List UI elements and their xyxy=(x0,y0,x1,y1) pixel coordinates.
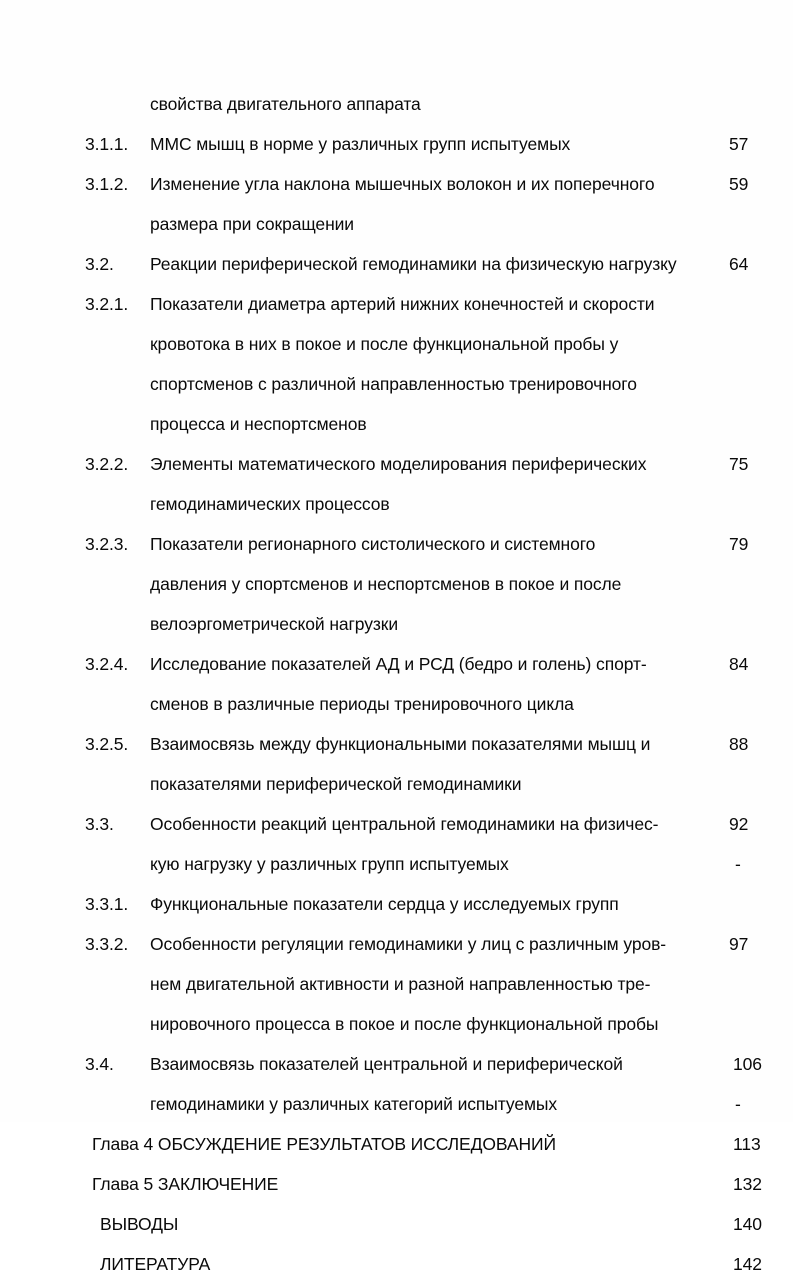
toc-entry-number: 3.1.2. xyxy=(85,174,129,194)
toc-chapter-entry[interactable] xyxy=(0,1126,793,1166)
toc-chapter-entry[interactable] xyxy=(0,1246,793,1286)
toc-entry-line xyxy=(0,966,793,1006)
toc-page-number: 79 xyxy=(729,534,749,554)
toc-entry-title: Особенности реакций центральной гемодинамики на физичес- xyxy=(150,814,659,834)
toc-entry-number: 3.3.1. xyxy=(85,894,129,914)
toc-entry-line xyxy=(0,886,793,926)
toc-page-number: 88 xyxy=(729,734,749,754)
toc-entry[interactable] xyxy=(0,926,793,1046)
toc-entry-title-continuation: гемодинамических процессов xyxy=(150,494,390,514)
toc-entry-title: ММС мышц в норме у различных групп испытуемых xyxy=(150,134,571,154)
toc-entry-title: Исследование показателей АД и РСД (бедро и голень) спорт- xyxy=(150,654,647,674)
toc-entry-line xyxy=(0,1006,793,1046)
toc-entry[interactable] xyxy=(0,246,793,286)
toc-entry-line xyxy=(0,526,793,566)
toc-entry[interactable] xyxy=(0,1046,793,1126)
toc-entry[interactable] xyxy=(0,886,793,926)
toc-entry-line xyxy=(0,566,793,606)
toc-entry-line xyxy=(0,846,793,886)
toc-entry-line xyxy=(0,286,793,326)
toc-entry-line xyxy=(0,486,793,526)
toc-entry[interactable] xyxy=(0,526,793,646)
toc-entry-number: 3.2.2. xyxy=(85,454,129,474)
toc-chapter-page-number: 142 xyxy=(733,1254,762,1274)
toc-entry-line xyxy=(0,166,793,206)
toc-page-number: 64 xyxy=(729,254,749,274)
toc-entry-title: Взаимосвязь между функциональными показателями мышц и xyxy=(150,734,651,754)
toc-page-number: 59 xyxy=(729,174,749,194)
toc-chapter-page-number: 132 xyxy=(733,1174,762,1194)
toc-chapter-title: ЛИТЕРАТУРА xyxy=(100,1254,211,1274)
toc-page-number-secondary: - xyxy=(735,1094,741,1114)
toc-entry-title: Взаимосвязь показателей центральной и периферической xyxy=(150,1054,623,1074)
toc-entry[interactable] xyxy=(0,726,793,806)
toc-page-number: 84 xyxy=(729,654,749,674)
toc-entry-title-continuation: размера при сокращении xyxy=(150,214,354,234)
toc-page-number: 97 xyxy=(729,934,749,954)
toc-chapter-page-number: 113 xyxy=(733,1134,761,1154)
toc-entry-line xyxy=(0,1086,793,1126)
toc-page-number: 57 xyxy=(729,134,749,154)
toc-entry-line xyxy=(0,766,793,806)
toc-entry-line xyxy=(0,206,793,246)
toc-entry[interactable] xyxy=(0,646,793,726)
toc-entry-title-continuation: давления у спортсменов и неспортсменов в покое и после xyxy=(150,574,622,594)
toc-entry-title-continuation: показателями периферической гемодинамики xyxy=(150,774,522,794)
toc-entry-title: Показатели регионарного систолического и системного xyxy=(150,534,596,554)
toc-entry-title-continuation: спортсменов с различной направленностью тренировочного xyxy=(150,374,637,394)
toc-entry-number: 3.3. xyxy=(85,814,114,834)
toc-entry-number: 3.2.5. xyxy=(85,734,129,754)
toc-entry-title: Реакции периферической гемодинамики на физическую нагрузку xyxy=(150,254,677,274)
toc-entry-line xyxy=(0,726,793,766)
toc-chapter-entry[interactable] xyxy=(0,1206,793,1246)
toc-entry-title: Особенности регуляции гемодинамики у лиц с различным уров- xyxy=(150,934,667,954)
toc-entry-title-continuation: нем двигательной активности и разной направленностью тре- xyxy=(150,974,651,994)
toc-entry-number: 3.2.3. xyxy=(85,534,129,554)
toc-entry[interactable] xyxy=(0,166,793,246)
toc-chapter-entry[interactable] xyxy=(0,1166,793,1206)
toc-entry-line xyxy=(0,126,793,166)
toc-page-number: 92 xyxy=(729,814,749,834)
toc-page-number-secondary: - xyxy=(735,854,741,874)
toc-entry-line xyxy=(0,246,793,286)
toc-entry-title-continuation: гемодинамики у различных категорий испытуемых xyxy=(150,1094,558,1114)
toc-entry-line xyxy=(0,646,793,686)
toc-entry[interactable] xyxy=(0,126,793,166)
toc-entry-title-continuation: сменов в различные периоды тренировочного цикла xyxy=(150,694,574,714)
toc-entry-line xyxy=(0,606,793,646)
toc-entry[interactable] xyxy=(0,806,793,886)
toc-entry-title: Элементы математического моделирования периферических xyxy=(150,454,647,474)
toc-entry-line xyxy=(0,926,793,966)
toc-entry-title: Функциональные показатели сердца у исследуемых групп xyxy=(150,894,619,914)
toc-entry-line xyxy=(0,686,793,726)
toc-entry-line xyxy=(0,406,793,446)
toc-chapter-title: ВЫВОДЫ xyxy=(100,1214,179,1234)
toc-entry-title-continuation: кую нагрузку у различных групп испытуемых xyxy=(150,854,509,874)
toc-entry-title-continuation: велоэргометрической нагрузки xyxy=(150,614,399,634)
toc-entry-title-continuation: процесса и неспортсменов xyxy=(150,414,367,434)
table-of-contents xyxy=(0,86,793,1286)
toc-entry-line xyxy=(0,86,793,126)
toc-entry-title-continuation: нировочного процесса в покое и после функциональной пробы xyxy=(150,1014,659,1034)
toc-entry-number: 3.2.1. xyxy=(85,294,129,314)
toc-chapter-title: Глава 4 ОБСУЖДЕНИЕ РЕЗУЛЬТАТОВ ИССЛЕДОВАНИЙ xyxy=(92,1134,556,1154)
toc-page-number: 106 xyxy=(733,1054,762,1074)
toc-entry-title: Изменение угла наклона мышечных волокон и их поперечного xyxy=(150,174,655,194)
toc-chapter-page-number: 140 xyxy=(733,1214,762,1234)
toc-entry-line xyxy=(0,806,793,846)
toc-chapter-title: Глава 5 ЗАКЛЮЧЕНИЕ xyxy=(92,1174,279,1194)
toc-entry-line xyxy=(0,1046,793,1086)
toc-entry-number: 3.3.2. xyxy=(85,934,129,954)
toc-entry-line xyxy=(0,366,793,406)
toc-entry[interactable] xyxy=(0,446,793,526)
toc-entry-title: свойства двигательного аппарата xyxy=(150,94,421,114)
toc-entry-title-continuation: кровотока в них в покое и после функциональной пробы у xyxy=(150,334,619,354)
toc-entry-number: 3.1.1. xyxy=(85,134,129,154)
toc-entry-number: 3.2. xyxy=(85,254,114,274)
toc-entry-line xyxy=(0,446,793,486)
toc-entry-title: Показатели диаметра артерий нижних конечностей и скорости xyxy=(150,294,655,314)
toc-page-number: 75 xyxy=(729,454,749,474)
toc-entry-number: 3.4. xyxy=(85,1054,114,1074)
toc-entry[interactable] xyxy=(0,86,793,126)
toc-entry-line xyxy=(0,326,793,366)
toc-entry-number: 3.2.4. xyxy=(85,654,129,674)
toc-entry[interactable] xyxy=(0,286,793,446)
